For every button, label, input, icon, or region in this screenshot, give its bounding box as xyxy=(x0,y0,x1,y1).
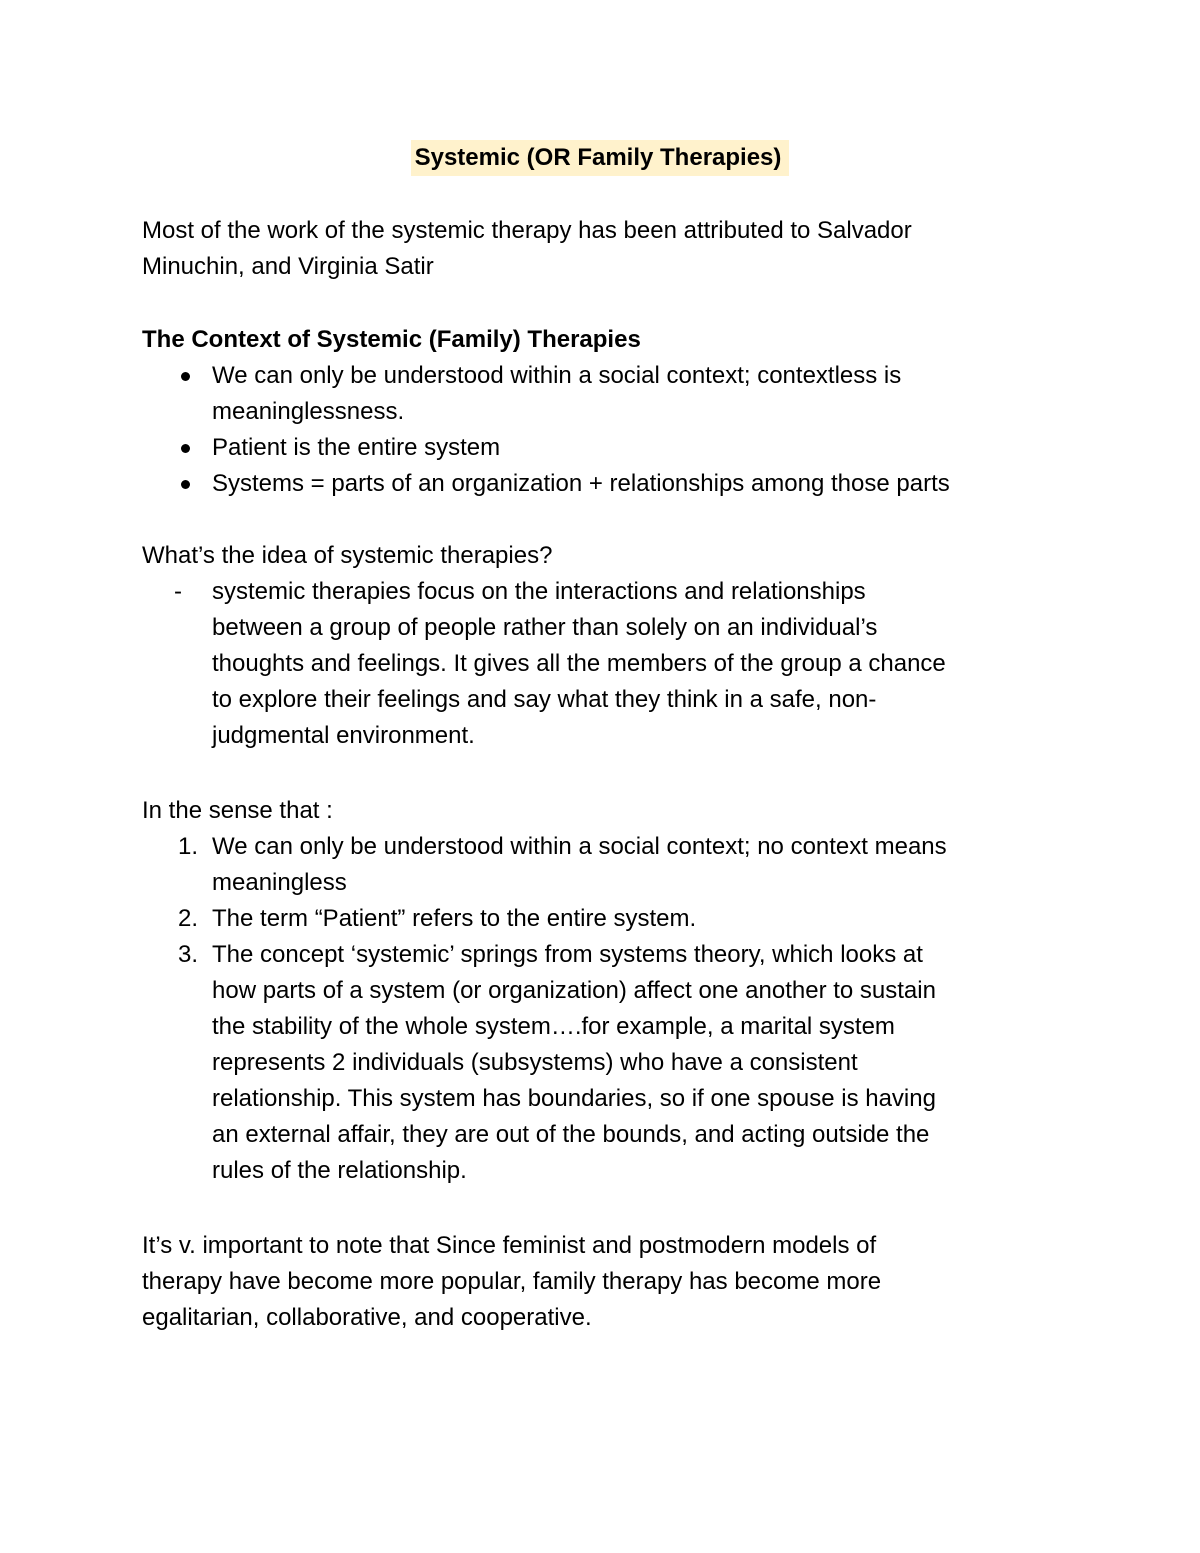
numbered-line: We can only be understood within a social context; no context means xyxy=(212,833,947,860)
bullet-item xyxy=(142,466,1102,502)
bullet-line: We can only be understood within a social context; contextless is xyxy=(212,362,902,389)
context-bullet-list xyxy=(142,358,1102,502)
idea-section xyxy=(142,538,1102,754)
bullet-icon xyxy=(181,480,190,489)
numbered-line: relationship. This system has boundaries, so if one spouse is having xyxy=(212,1085,936,1112)
bullet-line: Systems = parts of an organization + relationships among those parts xyxy=(212,470,950,497)
bullet-line: meaninglessness. xyxy=(212,398,405,425)
dash-line: between a group of people rather than solely on an individual’s xyxy=(212,614,878,641)
number-marker: 2. xyxy=(177,905,198,932)
intro-line: Minuchin, and Virginia Satir xyxy=(142,253,434,280)
closing-line: It’s v. important to note that Since feminist and postmodern models of xyxy=(142,1232,877,1259)
number-marker: 3. xyxy=(177,941,198,968)
numbered-line: meaningless xyxy=(212,869,347,896)
dash-marker: - xyxy=(174,578,182,605)
dash-line: systemic therapies focus on the interactions and relationships xyxy=(212,578,866,605)
context-section xyxy=(142,322,1102,502)
closing-paragraph xyxy=(142,1228,1102,1336)
document-title: Systemic (OR Family Therapies) xyxy=(411,140,790,176)
sense-intro: In the sense that : xyxy=(142,797,333,824)
dash-item xyxy=(142,574,1102,754)
dash-line: judgmental environment. xyxy=(212,722,475,749)
number-marker: 1. xyxy=(177,833,198,860)
numbered-line: the stability of the whole system….for example, a marital system xyxy=(212,1013,895,1040)
numbered-line: represents 2 individuals (subsystems) who have a consistent xyxy=(212,1049,858,1076)
bullet-icon xyxy=(181,372,190,381)
bullet-line: Patient is the entire system xyxy=(212,434,501,461)
numbered-line: how parts of a system (or organization) affect one another to sustain xyxy=(212,977,936,1004)
numbered-item xyxy=(142,829,1102,901)
sense-numbered-list xyxy=(142,829,1102,1189)
dash-line: thoughts and feelings. It gives all the members of the group a chance xyxy=(212,650,946,677)
context-heading: The Context of Systemic (Family) Therapies xyxy=(142,326,641,353)
numbered-line: The concept ‘systemic’ springs from systems theory, which looks at xyxy=(212,941,923,968)
intro-paragraph xyxy=(142,213,1102,285)
intro-line: Most of the work of the systemic therapy has been attributed to Salvador xyxy=(142,217,912,244)
closing-line: therapy have become more popular, family therapy has become more xyxy=(142,1268,882,1295)
numbered-item xyxy=(142,937,1102,1189)
idea-dash-list xyxy=(142,574,1102,754)
bullet-item xyxy=(142,358,1102,430)
idea-question: What’s the idea of systemic therapies? xyxy=(142,542,553,569)
numbered-line: The term “Patient” refers to the entire system. xyxy=(212,905,697,932)
dash-line: to explore their feelings and say what they think in a safe, non- xyxy=(212,686,877,713)
closing-line: egalitarian, collaborative, and cooperative. xyxy=(142,1304,592,1331)
numbered-line: rules of the relationship. xyxy=(212,1157,467,1184)
numbered-item xyxy=(142,901,1102,937)
title-container xyxy=(0,140,1200,176)
numbered-line: an external affair, they are out of the bounds, and acting outside the xyxy=(212,1121,930,1148)
sense-section xyxy=(142,793,1102,1189)
bullet-icon xyxy=(181,444,190,453)
bullet-item xyxy=(142,430,1102,466)
